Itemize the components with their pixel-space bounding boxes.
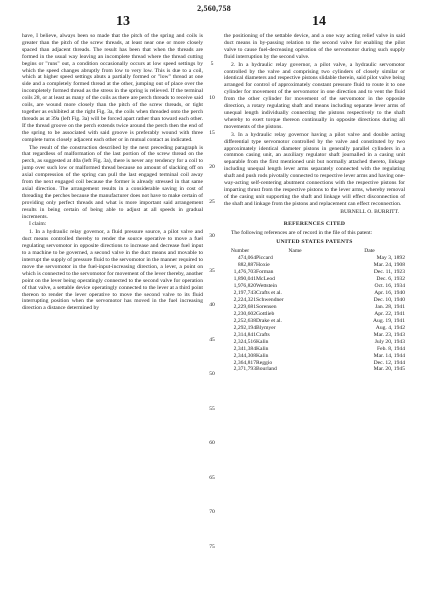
patent-name-cell: Hoxie (256, 262, 270, 269)
patent-name-cell: Reggio (256, 359, 273, 366)
patent-date-cell: July 20, 1943 (374, 338, 405, 345)
header-number: Number (230, 248, 250, 255)
patent-name-cell: Crafts et al. (256, 290, 282, 296)
patent-date-cell: Apr. 22, 1941 (374, 310, 405, 317)
table-row (224, 366, 405, 373)
margin-line-number: 70 (209, 509, 215, 516)
patent-name-cell: Blymyer (256, 324, 276, 331)
patent-name-cell: Kalin (256, 345, 269, 352)
claim-text: 1. In a hydraulic relay governor, a fluid pressure source, a pilot valve and duct means controlled thereby to render the source operative to move a fuel regulating servomotor in opposite directions to increase and decrease fuel input to a machine to be governed, a second valve in the duct means and movable to interrupt the supply of pressure fluid to the servomotor in the manner required to move the servomotor in the fuel-input-increasing direction, a lever, a point on which is connected to the servomotor for movement of the lever thereby, another point on the lever being operatingly connected to the second valve for operation of that valve, a settable device operatingly connected to the lever at a third point thereon to render the lever operative to move the second valve to its fluid interrupting position when the servomotor has moved in the fuel increasing direction a distance determined by (22, 229, 203, 312)
table-row (224, 290, 405, 297)
patent-number-cell: 1,890,041 (233, 276, 256, 283)
patent-number-cell: 2,292,194 (233, 324, 256, 331)
table-row (224, 318, 405, 325)
patent-date-cell: Apr. 16, 1940 (374, 290, 405, 296)
table-row (224, 332, 405, 339)
margin-line-number: 55 (209, 405, 215, 412)
patent-date-cell: Dec. 12, 1944 (373, 359, 405, 366)
patent-number-cell: 2,344,308 (233, 352, 256, 359)
patent-date-cell: Mar. 23, 1943 (373, 331, 405, 338)
margin-line-number: 20 (209, 164, 215, 171)
patent-number-cell: 2,229,681 (233, 303, 256, 310)
patent-date-cell: Mar. 14, 1944 (373, 352, 405, 359)
margin-line-number: 30 (209, 233, 215, 240)
margin-line-number: 35 (209, 267, 215, 274)
patent-name-cell: Sorensen (256, 303, 277, 310)
table-row (224, 339, 405, 346)
patent-date-cell: Mar. 24, 1908 (373, 262, 405, 269)
patent-date-cell: Aug. 19, 1941 (372, 317, 405, 324)
references-intro: The following references are of record in the file of this patent: (231, 230, 373, 237)
patent-name-cell: Schwendner (256, 296, 284, 303)
table-row (224, 311, 405, 318)
table-row (224, 255, 405, 262)
patent-number-cell: 2,364,817 (233, 359, 256, 366)
patent-number-cell: 474,064 (237, 255, 256, 262)
header-name: Name (288, 248, 302, 255)
table-row (224, 262, 405, 269)
patent-date-cell: Aug. 4, 1942 (375, 324, 405, 331)
patent-name-cell: McLeod (256, 276, 275, 283)
margin-line-number: 45 (209, 336, 215, 343)
right-column (224, 33, 405, 373)
patents-title: UNITED STATES PATENTS (276, 239, 353, 246)
table-row (224, 283, 405, 290)
patents-table (224, 248, 405, 373)
patent-date-cell: Mar. 20, 1945 (373, 366, 405, 373)
patent-date-cell: Dec. 11, 1923 (373, 269, 405, 276)
patent-name-cell: Drake et al. (256, 317, 282, 324)
patent-number-cell: 2,230,602 (233, 310, 256, 317)
table-row (224, 346, 405, 353)
claim-text: 3. In a hydraulic relay governor having a pilot valve and double acting differential type servomotor controlled by the valve and constituted by two approximately identical diameter pistons in generally parallel cylinders in a common casing unit, an auxiliary regulator shaft journalled in a casing unit separable from the first mentioned unit but normally attached thereto, linkage including unequal length lever arms separately connected with the regulating shaft and push rods pivotally connected to respective lever arms and having one-way-acting self-centering abutment connections with the respective pistons for imparting thrust from the respective pistons to the lever arms, whereby removal of the casing unit supporting the shaft and linkage will effect disconnection of the shaft and linkage from the pistons and replacement can effect reconnection. (224, 131, 405, 207)
patent-number-cell: 2,324,516 (233, 338, 256, 345)
left-column (22, 33, 203, 313)
table-row (224, 353, 405, 360)
patent-name-cell: Forman (256, 269, 274, 276)
patent-name-cell: Piccard (256, 255, 273, 262)
claims-heading: I claim: (29, 221, 47, 228)
patent-number-cell: 2,314,841 (233, 331, 256, 338)
patents-table-body (224, 255, 405, 373)
right-column-number: 14 (312, 14, 326, 29)
patent-date-cell: Jan. 28, 1941 (375, 303, 405, 310)
paragraph: the positioning of the settable device, and a one way acting relief valve in said duct means in by-passing relation to the second valve for enabling the pilot valve to cause fuel-decreasing operation of the servomotor during such supply fluid interruption by the second valve. (224, 33, 405, 60)
patent-date-cell: Oct. 16, 1934 (374, 283, 405, 290)
patent-date-cell: Dec. 10, 1940 (373, 296, 405, 303)
patent-name-cell: Crafts (256, 331, 270, 338)
patent-number-cell: 2,371,793 (233, 366, 256, 373)
table-row (224, 276, 405, 283)
inventor-signature: BURNELL O. BURRITT. (340, 208, 399, 215)
paragraph: The result of the construction described by the next preceding paragraph is that regardless of malformation of the last portion of the screw thread on the perch, as suggested at 40a (left Fig. 3a), there is never any tendency for a coil to jump over such low or malformed thread because no amount of slacking off on axial compression of the spring can pull the last engaged terminal coil away from the next engaged coil because the former is already stressed in that same axial direction. The arrangement results in a considerable saving in cost of threading the perches because the manufacturer does not have to make certain of providing only perfect threads and what is more important said arrangement results in being certain of being able to adjust at all speeds in gradual increments. (22, 144, 203, 220)
left-column-number: 13 (116, 14, 130, 29)
header-date: Date (364, 248, 375, 255)
margin-line-number: 40 (209, 302, 215, 309)
patent-date-cell: Feb. 8, 1944 (377, 345, 405, 352)
margin-line-number: 60 (209, 440, 215, 447)
patent-number: 2,560,758 (197, 4, 231, 13)
table-row (224, 297, 405, 304)
patent-number-cell: 882,887 (237, 262, 256, 269)
patent-name-cell: Kalin (256, 338, 269, 345)
margin-line-number: 5 (210, 60, 214, 67)
margin-line-number: 25 (209, 198, 215, 205)
table-row (224, 325, 405, 332)
patent-name-cell: Kalin (256, 352, 269, 359)
table-row (224, 304, 405, 311)
patent-name-cell: Bourland (256, 366, 277, 373)
patent-number-cell: 1,976,820 (233, 283, 256, 290)
patent-number-cell: 2,197,743 (233, 290, 256, 296)
patent-date-cell: May 3, 1892 (376, 255, 405, 262)
patent-number-cell: 2,252,638 (233, 317, 256, 324)
margin-line-number: 65 (209, 474, 215, 481)
margin-line-number: 10 (209, 95, 215, 102)
table-header-row (224, 248, 405, 255)
patent-date-cell: Dec. 6, 1932 (376, 276, 405, 283)
patent-number-cell: 2,341,384 (233, 345, 256, 352)
table-row (224, 269, 405, 276)
margin-line-number: 15 (209, 129, 215, 136)
claim-text: 2. In a hydraulic relay governor, a pilot valve, a hydraulic servomotor controlled by the valve and comprising two cylinders of closely similar or identical diameters and respective pistons slidable therein, said pilot valve being arranged for control of approximately constant pressure fluid to route it to one cylinder for movement of the servomotor in one direction and to vent the fluid from the other cylinder for movement of the servomotor in the opposite direction, a rotary regulating shaft and means including separate lever arms of unequal length individually connecting the pistons respectively to the shaft whereby to exert torque thereon continually in opposite directions during all movements of the pistons. (224, 61, 405, 130)
patent-number-cell: 1,476,703 (233, 269, 256, 276)
patent-number-cell: 2,224,321 (233, 296, 256, 303)
table-row (224, 360, 405, 367)
paragraph: have, I believe, always been so made that the pitch of the spring and coils is greater than the pitch of the screw threads, at least near one or more closely spaced than adjacent threads. The result has been that when the threads are formed in the usual way leaving an incomplete thread where the thread cutting begins or "runs" out, a condition occasionally occurs at low speed settings by which the speed changes abruptly from low to very low. This is due to a coil, which at higher speed settings abuts a partially formed or "low" thread at one side and a completely formed thread at the other, jumping out of place over the incompletely formed thread as the stress in the spring is relieved. If the terminal coils 28, or at least as many of the coils as there are perch threads to receive said coils, are wound more closely than the pitch of the screw threads, or tight together as exhibited at the right Fig. 3a, the coils when threaded onto the perch threads as at 39a (left Fig. 3a) will be forced apart rather than toward each other. If the thread groove on the perch extends twice around the perch then the end of the spring to be associated with said groove is preferably wound with three complete turns closely adjacent each other or in mutual contact as indicated. (22, 33, 203, 143)
references-title: REFERENCES CITED (283, 220, 346, 227)
patent-name-cell: Wettstein (256, 283, 277, 290)
margin-line-number: 75 (209, 543, 215, 550)
margin-line-number: 50 (209, 371, 215, 378)
patent-name-cell: Gottlieb (256, 310, 275, 317)
